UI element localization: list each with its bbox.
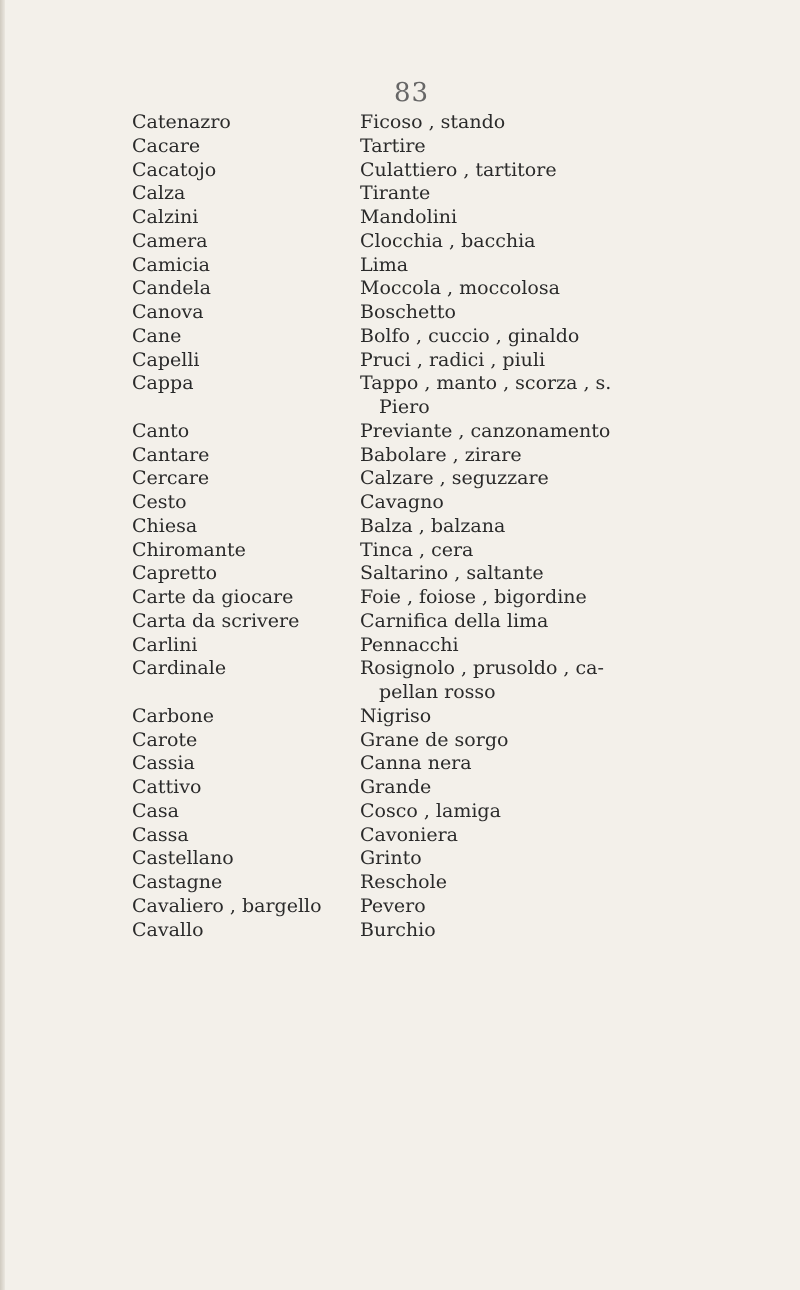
italian-term-entry: Calza xyxy=(132,182,186,205)
italian-term-entry: Capretto xyxy=(132,562,218,585)
italian-terms-column xyxy=(132,111,372,942)
dialect-term-entry: Culattiero , tartitore xyxy=(360,158,557,181)
dialect-term-entry: Burchio xyxy=(360,918,436,941)
italian-term-entry: Carote xyxy=(132,728,198,751)
italian-term-entry: Camera xyxy=(132,229,208,252)
dialect-term-entry: Ficoso , stando xyxy=(360,111,506,133)
italian-term-entry: Carte da giocare xyxy=(132,586,294,608)
italian-term-entry: Cercare xyxy=(132,467,210,490)
dialect-term-entry: Boschetto xyxy=(360,301,456,323)
dialect-term-entry: Tirante xyxy=(360,182,431,205)
dialect-term-entry: Rosignolo , prusoldo , ca- xyxy=(360,657,604,680)
page-number: 83 xyxy=(394,78,430,108)
italian-term-entry: Canova xyxy=(132,301,204,323)
italian-term-entry: Cantare xyxy=(132,443,210,466)
page-binding-edge xyxy=(0,0,5,1290)
dialect-term-entry: Pruci , radici , piuli xyxy=(360,348,546,371)
dialect-term-entry: Pennacchi xyxy=(360,633,459,656)
italian-term-entry: Carta da scrivere xyxy=(132,609,300,632)
dialect-term-entry: Foie , foiose , bigordine xyxy=(360,586,587,608)
dialect-term-entry: Bolfo , cuccio , ginaldo xyxy=(360,324,580,347)
dialect-terms-column xyxy=(360,111,780,942)
italian-term-entry: Cesto xyxy=(132,491,187,513)
dialect-term-entry: Babolare , zirare xyxy=(360,443,522,466)
dialect-term-entry: Canna nera xyxy=(360,752,472,775)
dialect-term-entry: Pevero xyxy=(360,894,426,917)
dialect-term-entry: Nigriso xyxy=(360,704,432,727)
italian-term-entry: Carlini xyxy=(132,633,198,656)
dialect-term-entry: Saltarino , saltante xyxy=(360,562,544,585)
italian-term-entry: Catenazro xyxy=(132,111,231,133)
dialect-term-entry: Moccola , moccolosa xyxy=(360,277,560,300)
dialect-term-entry: Grinto xyxy=(360,847,422,870)
dialect-term-entry: Clocchia , bacchia xyxy=(360,229,536,252)
dialect-term-entry: Calzare , seguzzare xyxy=(360,467,549,490)
dialect-term-entry: Cavagno xyxy=(360,491,444,513)
italian-term-entry: Cacatojo xyxy=(132,158,217,181)
italian-term-entry: Cassa xyxy=(132,823,189,846)
italian-term-entry: Casa xyxy=(132,799,179,822)
dialect-term-entry: Grane de sorgo xyxy=(360,728,509,751)
dialect-term-entry: Lima xyxy=(360,253,409,276)
italian-term-entry: Cardinale xyxy=(132,657,227,680)
dialect-term-entry: Grande xyxy=(360,776,432,798)
dialect-term-entry: Cosco , lamiga xyxy=(360,799,501,822)
dialect-term-entry: Tappo , manto , scorza , s. xyxy=(360,372,612,395)
dialect-term-entry: Mandolini xyxy=(360,206,458,228)
dialect-term-entry: Tartire xyxy=(360,134,426,157)
dialect-term-entry: Previante , canzonamento xyxy=(360,419,611,442)
italian-term-entry: Castellano xyxy=(132,847,234,870)
italian-term-entry: Camicia xyxy=(132,253,211,276)
italian-term-entry: Chiesa xyxy=(132,514,198,537)
italian-term-entry: Canto xyxy=(132,419,190,442)
italian-term-entry: Calzini xyxy=(132,206,199,228)
dialect-term-entry: Carnifica della lima xyxy=(360,609,549,632)
dialect-term-entry: pellan rosso xyxy=(379,681,496,703)
italian-term-entry: Cavaliero , bargello xyxy=(132,894,322,917)
italian-term-entry: Cassia xyxy=(132,752,195,775)
italian-term-entry: Cattivo xyxy=(132,776,202,798)
italian-term-entry: Candela xyxy=(132,277,211,300)
dialect-term-entry: Reschole xyxy=(360,871,447,893)
italian-term-entry: Cacare xyxy=(132,134,201,157)
dialect-term-entry: Tinca , cera xyxy=(360,538,474,561)
italian-term-entry: Castagne xyxy=(132,871,223,893)
italian-term-entry: Chiromante xyxy=(132,538,246,561)
italian-term-entry: Cappa xyxy=(132,372,194,395)
italian-term-entry: Cavallo xyxy=(132,918,204,941)
dialect-term-entry: Cavoniera xyxy=(360,823,459,846)
dialect-term-entry: Balza , balzana xyxy=(360,514,506,537)
dialect-term-entry: Piero xyxy=(379,396,430,418)
italian-term-entry: Capelli xyxy=(132,348,200,371)
italian-term-entry: Cane xyxy=(132,324,182,347)
italian-term-entry: Carbone xyxy=(132,704,215,727)
